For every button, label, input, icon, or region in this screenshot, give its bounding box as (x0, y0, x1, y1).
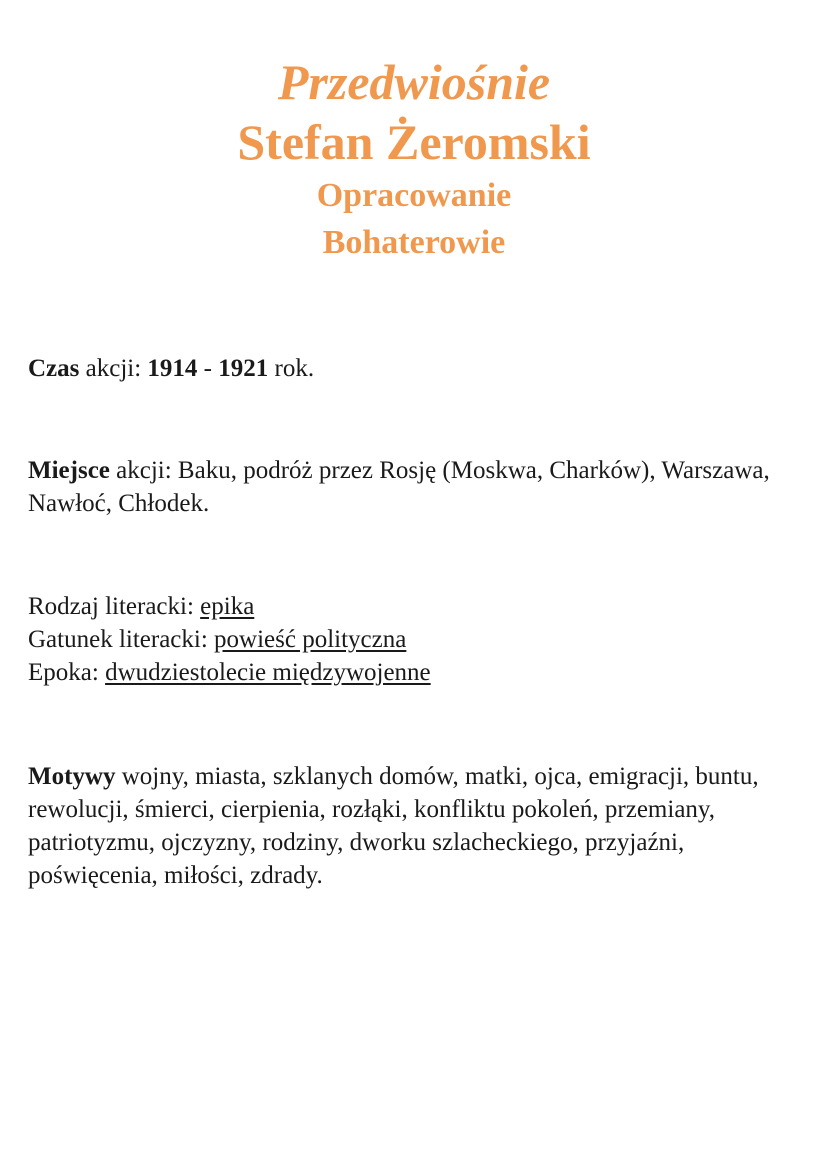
gatunek-label: Gatunek literacki: (28, 626, 215, 653)
place-section (28, 454, 808, 520)
place-text: akcji: Baku, podróż przez Rosję (Moskwa, Charków), Warszawa, Nawłoć, Chłodek. (28, 457, 770, 517)
place-label: Miejsce (28, 457, 110, 484)
rodzaj-line (28, 590, 808, 623)
epoka-line (28, 656, 808, 689)
time-section (28, 352, 808, 385)
motifs-label: Motywy (28, 763, 116, 790)
rodzaj-label: Rodzaj literacki: (28, 593, 201, 620)
subtitle-bohaterowie: Bohaterowie (322, 224, 506, 261)
time-text: akcji: (79, 355, 148, 382)
subtitle-opracowanie: Opracowanie (316, 177, 512, 214)
document-header (0, 52, 828, 266)
time-to: 1921 (218, 355, 269, 382)
book-title: Przedwiośnie (277, 54, 551, 110)
epoka-value: dwudziestolecie międzywojenne (105, 659, 431, 686)
time-sep: - (197, 355, 219, 382)
time-label: Czas (28, 355, 80, 382)
motifs-text: wojny, miasta, szklanych domów, matki, ojca, emigracji, buntu, rewolucji, śmierci, cierpienia, rozłąki, konfliktu pokoleń, przemiany, patriotyzmu, ojczyzny, rodziny, dworku szlacheckiego, przyjaźni, poświęcenia, miłości, zdrady. (28, 763, 759, 889)
gatunek-line (28, 623, 808, 656)
gatunek-value: powieść polityczna (214, 626, 407, 653)
motifs-section (28, 760, 808, 892)
time-suffix: rok. (268, 355, 315, 382)
place-line (28, 454, 808, 520)
epoka-label: Epoka: (28, 659, 106, 686)
book-author: Stefan Żeromski (237, 114, 591, 170)
time-from: 1914 (147, 355, 198, 382)
motifs-line (28, 760, 808, 892)
genre-section (28, 590, 808, 689)
time-line (28, 352, 808, 385)
rodzaj-value: epika (200, 593, 255, 620)
